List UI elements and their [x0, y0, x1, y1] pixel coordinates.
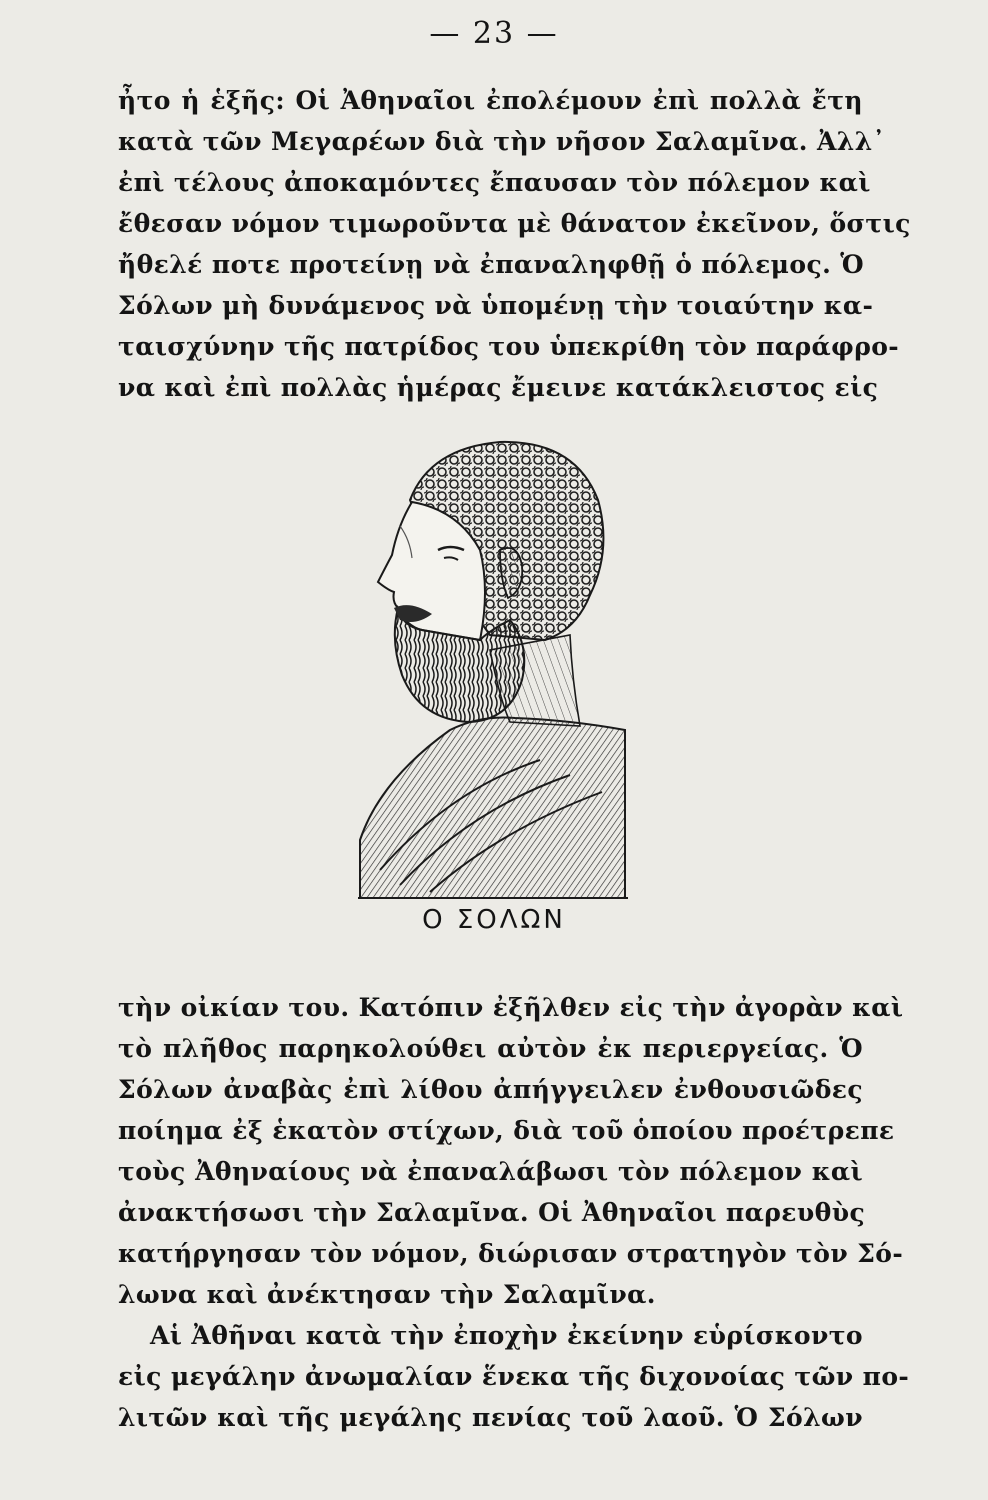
text-line: ποίημα ἐξ ἑκατὸν στίχων, διὰ τοῦ ὁποίου προέτρεπε: [118, 1116, 895, 1145]
figure-caption: Ο ΣΟΛΩΝ: [422, 905, 566, 935]
text-line: Σόλων μὴ δυνάμενος νὰ ὑπομένῃ τὴν τοιαύτην κα-: [118, 291, 874, 320]
text-line: τὸ πλῆθος παρηκολούθει αὐτὸν ἐκ περιεργείας. Ὁ: [118, 1034, 863, 1063]
page-number: — 23 —: [429, 16, 559, 51]
text-line: τὴν οἰκίαν του. Κατόπιν ἐξῆλθεν εἰς τὴν ἀγορὰν καὶ: [118, 993, 904, 1022]
text-line: ἦτο ἡ ἑξῆς: Οἱ Ἀθηναῖοι ἐπολέμουν ἐπὶ πολλὰ ἔτη: [118, 86, 863, 115]
text-line: Αἱ Ἀθῆναι κατὰ τὴν ἐποχὴν ἐκείνην εὑρίσκοντο: [150, 1321, 863, 1350]
text-line: ἐπὶ τέλους ἀποκαμόντες ἔπαυσαν τὸν πόλεμον καὶ: [118, 168, 871, 197]
text-line: Σόλων ἀναβὰς ἐπὶ λίθου ἀπήγγειλεν ἐνθουσιῶδες: [118, 1075, 863, 1104]
text-line: τοὺς Ἀθηναίους νὰ ἐπαναλάβωσι τὸν πόλεμον καὶ: [118, 1157, 863, 1186]
solon-bust-engraving: [340, 430, 640, 900]
text-line: ἔθεσαν νόμον τιμωροῦντα μὲ θάνατον ἐκεῖνον, ὅστις: [118, 209, 911, 238]
text-line: εἰς μεγάλην ἀνωμαλίαν ἕνεκα τῆς διχονοίας τῶν πο-: [118, 1362, 910, 1391]
text-line: λιτῶν καὶ τῆς μεγάλης πενίας τοῦ λαοῦ. Ὁ Σόλων: [118, 1403, 863, 1432]
paragraph-1: [118, 80, 911, 408]
text-line: ἀνακτήσωσι τὴν Σαλαμῖνα. Οἱ Ἀθηναῖοι παρευθὺς: [118, 1198, 866, 1227]
text-line: κατήργησαν τὸν νόμον, διώρισαν στρατηγὸν τὸν Σό-: [118, 1239, 904, 1268]
solon-bust-illustration: [340, 430, 640, 900]
text-line: ἤθελέ ποτε προτείνῃ νὰ ἐπαναληφθῇ ὁ πόλεμος. Ὁ: [118, 250, 865, 279]
text-line: κατὰ τῶν Μεγαρέων διὰ τὴν νῆσον Σαλαμῖνα. Ἀλλ᾽: [118, 127, 886, 156]
text-line: ταισχύνην τῆς πατρίδος του ὑπεκρίθη τὸν παράφρο-: [118, 332, 900, 361]
text-line: να καὶ ἐπὶ πολλὰς ἡμέρας ἔμεινε κατάκλειστος εἰς: [118, 373, 879, 402]
text-line: λωνα καὶ ἀνέκτησαν τὴν Σαλαμῖνα.: [118, 1280, 656, 1309]
paragraph-2: [118, 987, 910, 1438]
